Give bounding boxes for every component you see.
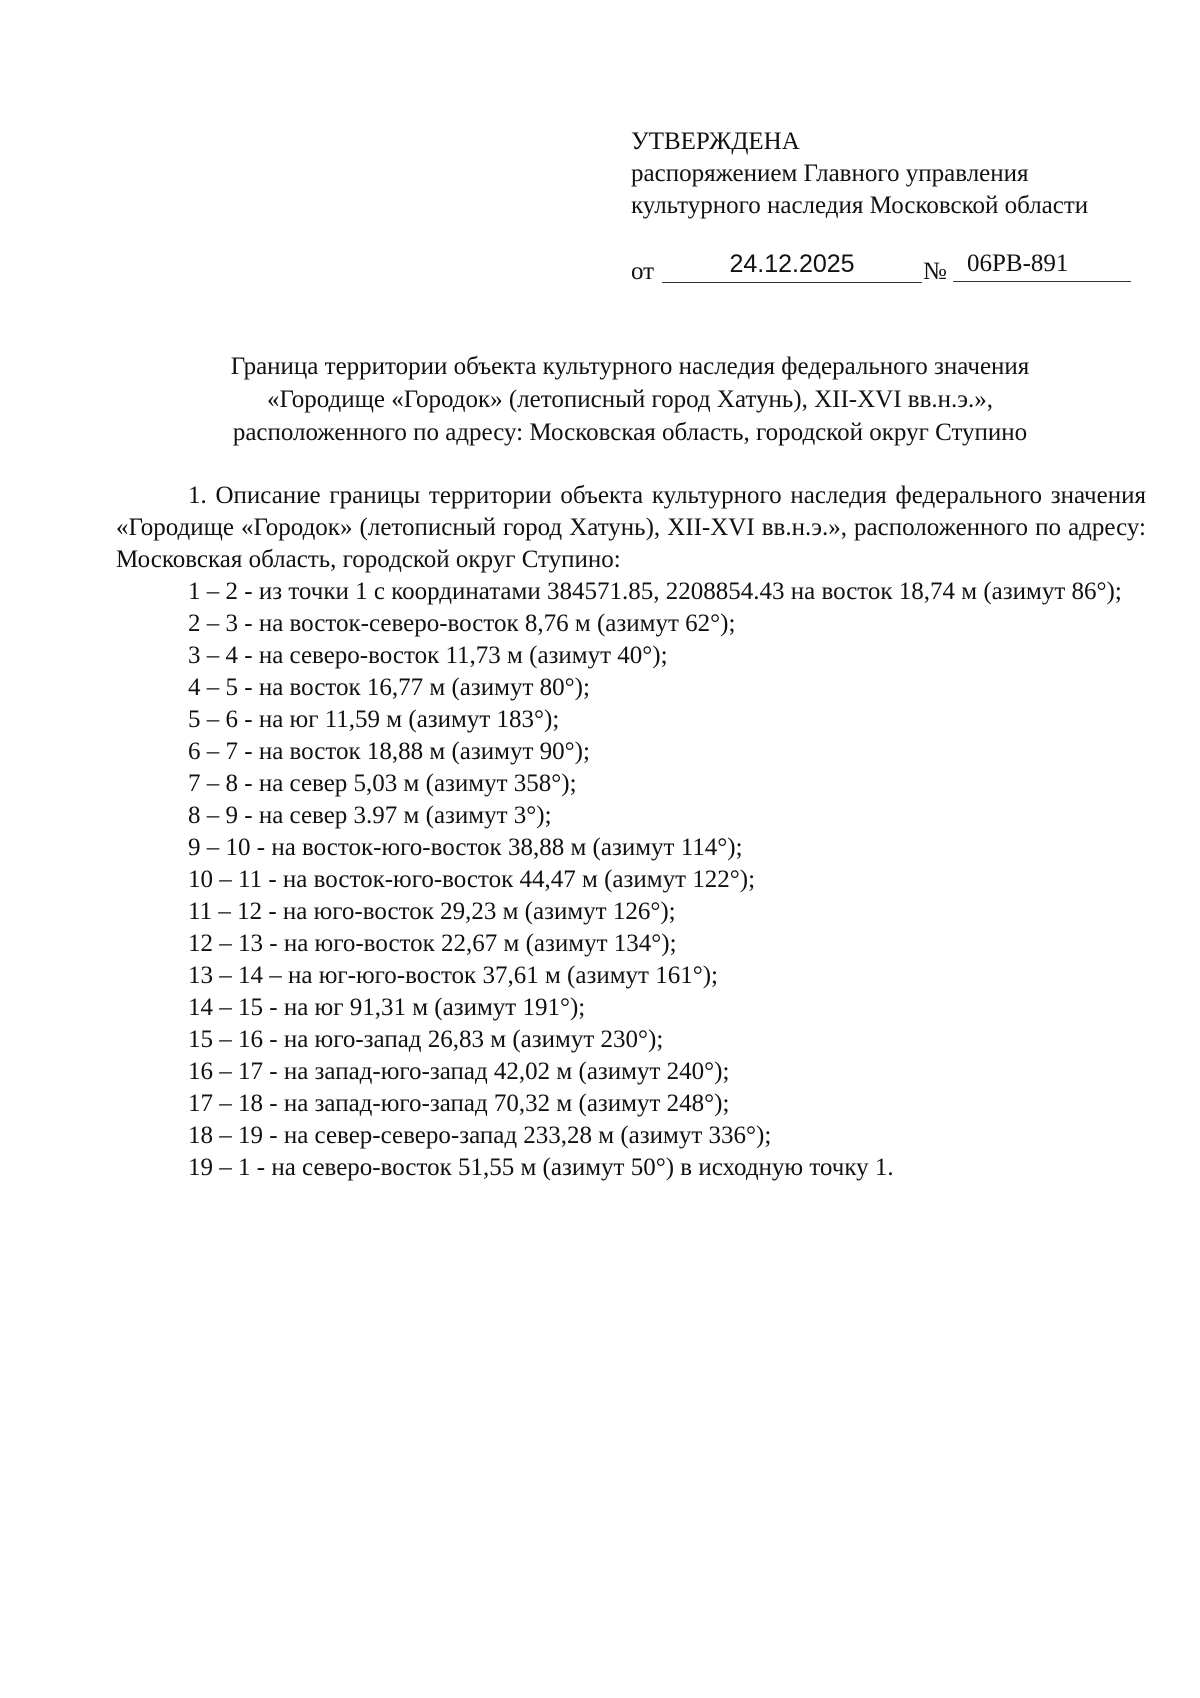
boundary-point: 8 – 9 - на север 3.97 м (азимут 3°); xyxy=(188,802,552,829)
boundary-point: 18 – 19 - на север-северо-запад 233,28 м (азимут 336°); xyxy=(188,1122,772,1149)
date-from-label: от xyxy=(631,258,655,285)
date-number-line xyxy=(631,250,1131,286)
boundary-point: 19 – 1 - на северо-восток 51,55 м (азимут 50°) в исходную точку 1. xyxy=(188,1154,894,1181)
approval-stamp xyxy=(631,126,1088,222)
boundary-point: 11 – 12 - на юго-восток 29,23 м (азимут 126°); xyxy=(188,898,676,925)
boundary-point: 16 – 17 - на запад-юго-запад 42,02 м (азимут 240°); xyxy=(188,1058,730,1085)
boundary-point: 15 – 16 - на юго-запад 26,83 м (азимут 230°); xyxy=(188,1026,664,1053)
title-line-2: «Городище «Городок» (летописный город Хатунь), XII-XVI вв.н.э.», xyxy=(266,386,994,413)
section-intro: 1. Описание границы территории объекта культурного наследия федерального значения «Городище «Городок» (летописный город Хатунь), XII-XVI вв.н.э.», расположенного по адресу: Московская область, городской округ Ступино: xyxy=(116,482,1146,573)
number-label: № xyxy=(923,258,947,285)
boundary-point: 10 – 11 - на восток-юго-восток 44,47 м (азимут 122°); xyxy=(188,866,756,893)
boundary-point: 13 – 14 – на юг-юго-восток 37,61 м (азимут 161°); xyxy=(188,962,718,989)
boundary-point: 1 – 2 - из точки 1 с координатами 384571.85, 2208854.43 на восток 18,74 м (азимут 86°); xyxy=(188,578,1122,605)
document-title xyxy=(100,350,1160,449)
approval-line-1: распоряжением Главного управления xyxy=(631,160,1029,187)
boundary-point: 17 – 18 - на запад-юго-запад 70,32 м (азимут 248°); xyxy=(188,1090,730,1117)
boundary-point: 5 – 6 - на юг 11,59 м (азимут 183°); xyxy=(188,706,560,733)
boundary-point: 3 – 4 - на северо-восток 11,73 м (азимут 40°); xyxy=(188,642,668,669)
boundary-point: 12 – 13 - на юго-восток 22,67 м (азимут 134°); xyxy=(188,930,677,957)
title-line-1: Граница территории объекта культурного наследия федерального значения xyxy=(230,353,1030,380)
document-number-field: 06РВ-891 xyxy=(953,250,1131,282)
boundary-point: 9 – 10 - на восток-юго-восток 38,88 м (азимут 114°); xyxy=(188,834,743,861)
boundary-point: 2 – 3 - на восток-северо-восток 8,76 м (азимут 62°); xyxy=(188,610,736,637)
title-line-3: расположенного по адресу: Московская область, городской округ Ступино xyxy=(232,419,1028,446)
boundary-point: 4 – 5 - на восток 16,77 м (азимут 80°); xyxy=(188,674,590,701)
approval-status: УТВЕРЖДЕНА xyxy=(631,128,800,155)
boundary-point: 7 – 8 - на север 5,03 м (азимут 358°); xyxy=(188,770,577,797)
boundary-point: 14 – 15 - на юг 91,31 м (азимут 191°); xyxy=(188,994,586,1021)
boundary-point: 6 – 7 - на восток 18,88 м (азимут 90°); xyxy=(188,738,590,765)
date-field: 24.12.2025 xyxy=(662,250,922,283)
approval-line-2: культурного наследия Московской области xyxy=(631,192,1089,219)
boundary-description xyxy=(116,480,1146,1184)
